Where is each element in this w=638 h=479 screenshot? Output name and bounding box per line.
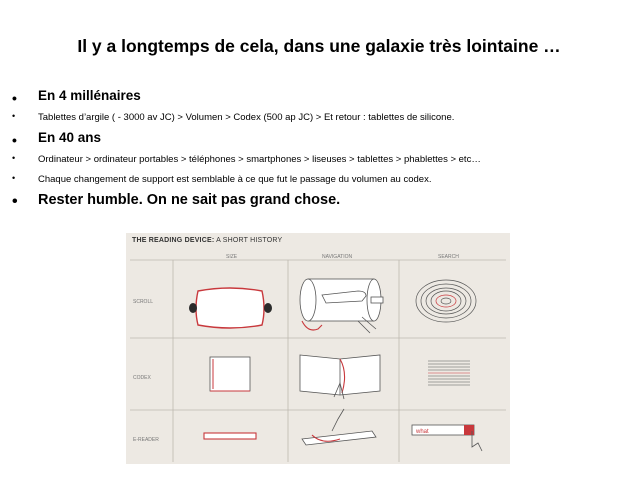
row-header-codex: CODEX xyxy=(133,375,151,381)
scroll-size-illustration xyxy=(189,288,272,328)
ereader-search-illustration xyxy=(412,425,482,451)
bullet-marker: • xyxy=(12,193,18,210)
codex-navigation-illustration xyxy=(300,355,380,399)
row-header-ereader: E-READER xyxy=(133,437,159,443)
codex-search-illustration xyxy=(428,361,470,385)
row-header-scroll: SCROLL xyxy=(133,299,154,305)
bullet-item xyxy=(12,130,632,152)
column-header-size: SIZE xyxy=(226,254,238,260)
figure-title-rest: A SHORT HISTORY xyxy=(214,237,283,244)
bullet-text: En 4 millénaires xyxy=(38,88,141,103)
bullet-text: Ordinateur > ordinateur portables > téléphones > smartphones > liseuses > tablettes > phablettes > etc… xyxy=(38,154,481,165)
bullet-marker: • xyxy=(12,173,16,183)
slide-title: Il y a longtemps de cela, dans une galaxie très lointaine … xyxy=(77,36,561,56)
codex-size-illustration xyxy=(210,357,250,391)
bullet-item xyxy=(12,110,632,130)
bullet-text: Rester humble. On ne sait pas grand chose. xyxy=(38,192,341,208)
column-header-search: SEARCH xyxy=(438,254,459,260)
bullet-item xyxy=(12,192,632,216)
scroll-search-illustration xyxy=(416,280,476,322)
search-box-text: what xyxy=(416,429,429,435)
ereader-navigation-illustration xyxy=(302,409,376,445)
bullet-marker: • xyxy=(12,111,16,121)
figure-illustrations xyxy=(126,233,510,464)
reading-device-figure xyxy=(126,233,510,464)
bullet-item xyxy=(12,88,632,110)
scroll-navigation-illustration xyxy=(300,279,383,333)
figure-title-bold: THE READING DEVICE: xyxy=(132,237,215,244)
bullet-text: Tablettes d’argile ( - 3000 av JC) > Volumen > Codex (500 ap JC) > Et retour : tablettes de silicone. xyxy=(38,112,455,123)
bullet-text: En 40 ans xyxy=(38,130,102,145)
column-header-navigation: NAVIGATION xyxy=(322,254,353,260)
bullet-list xyxy=(12,88,632,216)
bullet-item xyxy=(12,172,632,192)
bullet-text: Chaque changement de support est semblable à ce que fut le passage du volumen au codex. xyxy=(38,174,432,185)
bullet-marker: • xyxy=(12,90,17,106)
bullet-marker: • xyxy=(12,132,17,148)
ereader-size-illustration xyxy=(204,433,256,439)
bullet-item xyxy=(12,152,632,172)
bullet-marker: • xyxy=(12,153,16,163)
